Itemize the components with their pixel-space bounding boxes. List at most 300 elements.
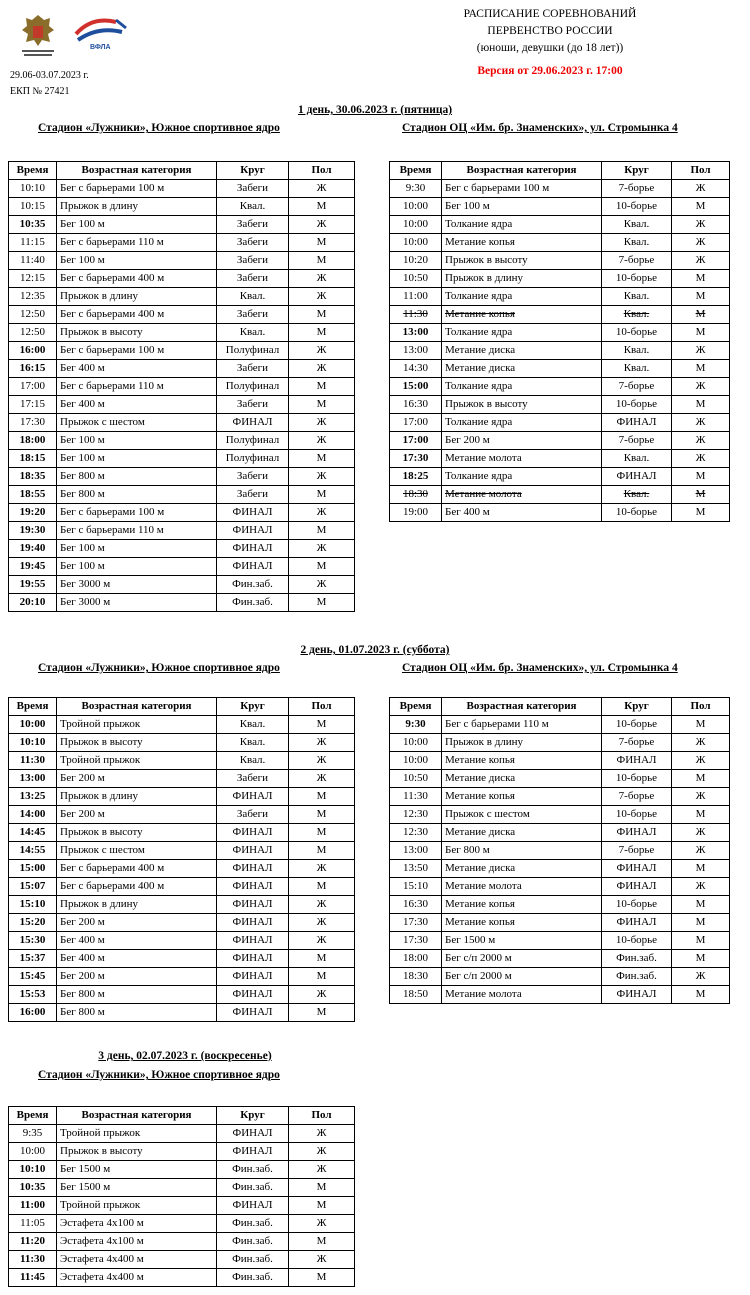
time-cell: 9:30 — [390, 180, 442, 198]
event-cell: Бег с барьерами 100 м — [442, 180, 602, 198]
time-cell: 17:00 — [390, 414, 442, 432]
table-row — [390, 216, 730, 234]
time-cell: 11:30 — [9, 1251, 57, 1269]
event-cell: Прыжок в высоту — [57, 734, 217, 752]
table-row — [390, 932, 730, 950]
sex-cell: Ж — [289, 216, 355, 234]
time-cell: 14:55 — [9, 842, 57, 860]
event-cell: Метание диска — [442, 342, 602, 360]
col-sex-header: Пол — [289, 698, 355, 716]
event-cell: Бег с барьерами 110 м — [57, 234, 217, 252]
sex-cell: Ж — [672, 216, 730, 234]
championship-name: ПЕРВЕНСТВО РОССИИ — [487, 25, 613, 37]
time-cell: 15:00 — [390, 378, 442, 396]
table-row — [9, 288, 355, 306]
round-cell: 10-борье — [602, 198, 672, 216]
round-cell: Квал. — [602, 486, 672, 504]
event-cell: Толкание ядра — [442, 414, 602, 432]
table-row — [390, 788, 730, 806]
round-cell: ФИНАЛ — [602, 878, 672, 896]
time-cell: 11:00 — [390, 288, 442, 306]
round-cell: Фин.заб. — [217, 1215, 289, 1233]
round-cell: Полуфинал — [217, 378, 289, 396]
table-row — [390, 288, 730, 306]
day2-venue-right: Стадион ОЦ «Им. бр. Знаменских», ул. Стромынка 4 — [402, 662, 678, 674]
sex-cell: Ж — [672, 752, 730, 770]
table-row — [390, 450, 730, 468]
time-cell: 17:30 — [9, 414, 57, 432]
table-row — [9, 306, 355, 324]
sex-cell: М — [672, 324, 730, 342]
round-cell: Фин.заб. — [217, 576, 289, 594]
time-cell: 10:00 — [9, 716, 57, 734]
round-cell: ФИНАЛ — [217, 986, 289, 1004]
table-row — [9, 432, 355, 450]
time-cell: 19:55 — [9, 576, 57, 594]
sex-cell: М — [289, 1269, 355, 1287]
event-cell: Метание диска — [442, 360, 602, 378]
sex-cell: М — [289, 968, 355, 986]
round-cell: Фин.заб. — [602, 950, 672, 968]
sex-cell: М — [672, 986, 730, 1004]
round-cell: Забеги — [217, 396, 289, 414]
time-cell: 11:40 — [9, 252, 57, 270]
round-cell: Квал. — [602, 216, 672, 234]
event-cell: Толкание ядра — [442, 324, 602, 342]
table-row — [390, 878, 730, 896]
round-cell: ФИНАЛ — [602, 860, 672, 878]
sex-cell: М — [672, 396, 730, 414]
round-cell: Квал. — [217, 716, 289, 734]
table-row — [9, 932, 355, 950]
table-header-row — [9, 698, 355, 716]
sex-cell: Ж — [289, 468, 355, 486]
event-cell: Бег 100 м — [57, 216, 217, 234]
round-cell: 10-борье — [602, 716, 672, 734]
event-cell: Эстафета 4х100 м — [57, 1233, 217, 1251]
col-sex-header: Пол — [672, 162, 730, 180]
time-cell: 16:00 — [9, 1004, 57, 1022]
table-row — [9, 576, 355, 594]
round-cell: ФИНАЛ — [602, 752, 672, 770]
round-cell: Квал. — [217, 752, 289, 770]
col-time-header: Время — [390, 698, 442, 716]
time-cell: 9:30 — [390, 716, 442, 734]
sex-cell: М — [289, 252, 355, 270]
event-cell: Метание диска — [442, 860, 602, 878]
day2-luzhniki-table — [8, 697, 355, 1022]
table-row — [9, 896, 355, 914]
time-cell: 10:50 — [390, 770, 442, 788]
round-cell: Фин.заб. — [217, 1251, 289, 1269]
sex-cell: Ж — [289, 896, 355, 914]
sex-cell: М — [289, 878, 355, 896]
table-row — [390, 180, 730, 198]
time-cell: 19:20 — [9, 504, 57, 522]
event-cell: Метание копья — [442, 896, 602, 914]
time-cell: 12:35 — [9, 288, 57, 306]
sex-cell: Ж — [289, 414, 355, 432]
sex-cell: М — [672, 360, 730, 378]
table-row — [390, 198, 730, 216]
round-cell: ФИНАЛ — [217, 896, 289, 914]
table-row — [390, 468, 730, 486]
sex-cell: Ж — [289, 540, 355, 558]
time-cell: 15:10 — [390, 878, 442, 896]
round-cell: Забеги — [217, 180, 289, 198]
day2-title: 2 день, 01.07.2023 г. (суббота) — [300, 644, 450, 656]
event-cell: Толкание ядра — [442, 216, 602, 234]
event-cell: Бег 200 м — [57, 806, 217, 824]
time-cell: 11:20 — [9, 1233, 57, 1251]
round-cell: ФИНАЛ — [217, 788, 289, 806]
event-cell: Бег с барьерами 110 м — [57, 378, 217, 396]
event-cell: Прыжок в высоту — [57, 824, 217, 842]
table-row — [9, 1233, 355, 1251]
sex-cell: М — [672, 306, 730, 324]
table-row — [9, 1161, 355, 1179]
day1-venue-left: Стадион «Лужники», Южное спортивное ядро — [38, 122, 280, 134]
event-cell: Бег с барьерами 400 м — [57, 878, 217, 896]
col-category-header: Возрастная категория — [442, 162, 602, 180]
event-cell: Прыжок в длину — [442, 734, 602, 752]
round-cell: Забеги — [217, 216, 289, 234]
table-row — [9, 594, 355, 612]
table-row — [9, 734, 355, 752]
time-cell: 16:30 — [390, 896, 442, 914]
time-cell: 10:00 — [390, 216, 442, 234]
table-row — [9, 968, 355, 986]
col-sex-header: Пол — [289, 162, 355, 180]
day3-venue-left: Стадион «Лужники», Южное спортивное ядро — [38, 1069, 280, 1081]
event-cell: Прыжок в длину — [57, 288, 217, 306]
table-row — [9, 716, 355, 734]
time-cell: 18:55 — [9, 486, 57, 504]
table-row — [9, 360, 355, 378]
sex-cell: Ж — [672, 450, 730, 468]
table-row — [9, 1251, 355, 1269]
round-cell: ФИНАЛ — [217, 558, 289, 576]
sex-cell: Ж — [289, 288, 355, 306]
time-cell: 12:50 — [9, 324, 57, 342]
col-time-header: Время — [9, 162, 57, 180]
event-cell: Метание диска — [442, 770, 602, 788]
time-cell: 18:00 — [390, 950, 442, 968]
event-cell: Бег 100 м — [57, 252, 217, 270]
day2-venue-left: Стадион «Лужники», Южное спортивное ядро — [38, 662, 280, 674]
sex-cell: Ж — [289, 1215, 355, 1233]
time-cell: 15:53 — [9, 986, 57, 1004]
time-cell: 14:30 — [390, 360, 442, 378]
table-row — [9, 806, 355, 824]
sex-cell: Ж — [289, 734, 355, 752]
day1-luzhniki-table — [8, 161, 355, 612]
event-cell: Тройной прыжок — [57, 1125, 217, 1143]
event-cell: Бег 3000 м — [57, 576, 217, 594]
time-cell: 10:00 — [390, 734, 442, 752]
event-cell: Бег 200 м — [57, 914, 217, 932]
round-cell: Фин.заб. — [217, 1269, 289, 1287]
event-cell: Прыжок с шестом — [57, 414, 217, 432]
table-row — [9, 252, 355, 270]
time-cell: 15:10 — [9, 896, 57, 914]
event-cell: Бег с барьерами 110 м — [442, 716, 602, 734]
col-round-header: Круг — [217, 1107, 289, 1125]
event-cell: Прыжок в высоту — [442, 252, 602, 270]
time-cell: 10:15 — [9, 198, 57, 216]
time-cell: 13:50 — [390, 860, 442, 878]
sex-cell: Ж — [289, 1143, 355, 1161]
round-cell: 7-борье — [602, 788, 672, 806]
time-cell: 13:00 — [390, 324, 442, 342]
event-cell: Эстафета 4х400 м — [57, 1251, 217, 1269]
sex-cell: М — [672, 860, 730, 878]
sex-cell: М — [672, 770, 730, 788]
sex-cell: М — [289, 1233, 355, 1251]
event-cell: Бег с барьерами 100 м — [57, 504, 217, 522]
round-cell: 10-борье — [602, 932, 672, 950]
event-cell: Бег 1500 м — [57, 1161, 217, 1179]
event-cell: Прыжок с шестом — [442, 806, 602, 824]
round-cell: Фин.заб. — [217, 1233, 289, 1251]
table-row — [390, 950, 730, 968]
table-row — [390, 324, 730, 342]
sex-cell: Ж — [289, 1161, 355, 1179]
sex-cell: М — [289, 306, 355, 324]
round-cell: ФИНАЛ — [217, 878, 289, 896]
table-row — [9, 558, 355, 576]
sex-cell: М — [289, 324, 355, 342]
sex-cell: М — [672, 288, 730, 306]
time-cell: 12:30 — [390, 806, 442, 824]
round-cell: Квал. — [602, 342, 672, 360]
time-cell: 15:30 — [9, 932, 57, 950]
sex-cell: Ж — [672, 788, 730, 806]
table-row — [9, 1143, 355, 1161]
sex-cell: М — [289, 558, 355, 576]
round-cell: ФИНАЛ — [217, 1125, 289, 1143]
round-cell: 10-борье — [602, 324, 672, 342]
table-row — [390, 252, 730, 270]
event-cell: Бег с барьерами 400 м — [57, 306, 217, 324]
time-cell: 12:15 — [9, 270, 57, 288]
logo-label: ВФЛА — [90, 44, 111, 51]
table-row — [9, 396, 355, 414]
sex-cell: М — [672, 198, 730, 216]
round-cell: 7-борье — [602, 734, 672, 752]
sex-cell: М — [289, 1197, 355, 1215]
table-row — [9, 914, 355, 932]
table-row — [390, 504, 730, 522]
round-cell: Фин.заб. — [217, 594, 289, 612]
time-cell: 12:50 — [9, 306, 57, 324]
day2-znamensky-table — [389, 697, 730, 1004]
table-row — [390, 414, 730, 432]
event-cell: Бег 1500 м — [442, 932, 602, 950]
event-cell: Бег 400 м — [57, 360, 217, 378]
sex-cell: Ж — [672, 432, 730, 450]
sex-cell: М — [672, 914, 730, 932]
round-cell: 10-борье — [602, 504, 672, 522]
table-row — [9, 198, 355, 216]
table-row — [390, 842, 730, 860]
table-row — [9, 1269, 355, 1287]
sex-cell: Ж — [672, 252, 730, 270]
round-cell: Квал. — [602, 234, 672, 252]
event-cell: Метание диска — [442, 824, 602, 842]
table-row — [9, 878, 355, 896]
col-time-header: Время — [9, 698, 57, 716]
event-cell: Толкание ядра — [442, 468, 602, 486]
sex-cell: Ж — [289, 576, 355, 594]
time-cell: 11:30 — [390, 788, 442, 806]
table-row — [390, 432, 730, 450]
sex-cell: Ж — [289, 270, 355, 288]
table-row — [390, 752, 730, 770]
col-category-header: Возрастная категория — [442, 698, 602, 716]
col-category-header: Возрастная категория — [57, 162, 217, 180]
time-cell: 10:50 — [390, 270, 442, 288]
sex-cell: Ж — [289, 932, 355, 950]
time-cell: 14:45 — [9, 824, 57, 842]
event-cell: Бег с барьерами 110 м — [57, 522, 217, 540]
vfla-logo-icon — [72, 14, 134, 54]
round-cell: ФИНАЛ — [602, 468, 672, 486]
time-cell: 10:00 — [390, 198, 442, 216]
event-cell: Бег 800 м — [57, 486, 217, 504]
event-cell: Бег 200 м — [57, 770, 217, 788]
event-cell: Бег 400 м — [442, 504, 602, 522]
sex-cell: Ж — [289, 504, 355, 522]
sex-cell: Ж — [672, 968, 730, 986]
sex-cell: М — [672, 504, 730, 522]
event-cell: Бег 100 м — [442, 198, 602, 216]
event-cell: Метание молота — [442, 986, 602, 1004]
time-cell: 18:35 — [9, 468, 57, 486]
time-cell: 16:15 — [9, 360, 57, 378]
round-cell: Квал. — [217, 198, 289, 216]
event-cell: Толкание ядра — [442, 378, 602, 396]
table-row — [9, 824, 355, 842]
table-row — [390, 234, 730, 252]
event-cell: Прыжок в высоту — [442, 396, 602, 414]
time-cell: 13:25 — [9, 788, 57, 806]
round-cell: Квал. — [602, 306, 672, 324]
table-row — [9, 450, 355, 468]
table-row — [390, 968, 730, 986]
time-cell: 19:00 — [390, 504, 442, 522]
event-cell: Метание копья — [442, 788, 602, 806]
round-cell: ФИНАЛ — [217, 540, 289, 558]
sex-cell: Ж — [672, 342, 730, 360]
event-cell: Эстафета 4х100 м — [57, 1215, 217, 1233]
event-cell: Бег 1500 м — [57, 1179, 217, 1197]
version-stamp: Версия от 29.06.2023 г. 17:00 — [477, 65, 623, 77]
time-cell: 15:37 — [9, 950, 57, 968]
table-row — [390, 306, 730, 324]
sex-cell: Ж — [672, 824, 730, 842]
round-cell: ФИНАЛ — [217, 932, 289, 950]
sex-cell: М — [672, 716, 730, 734]
sex-cell: М — [289, 234, 355, 252]
sex-cell: М — [289, 806, 355, 824]
table-row — [390, 716, 730, 734]
table-row — [9, 468, 355, 486]
table-row — [390, 824, 730, 842]
event-cell: Прыжок в высоту — [57, 324, 217, 342]
table-row — [390, 914, 730, 932]
time-cell: 16:30 — [390, 396, 442, 414]
event-cell: Метание молота — [442, 450, 602, 468]
round-cell: ФИНАЛ — [602, 824, 672, 842]
round-cell: Забеги — [217, 306, 289, 324]
sex-cell: М — [672, 950, 730, 968]
event-cell: Бег 400 м — [57, 950, 217, 968]
time-cell: 9:35 — [9, 1125, 57, 1143]
day3-title: 3 день, 02.07.2023 г. (воскресенье) — [98, 1050, 272, 1062]
time-cell: 18:30 — [390, 968, 442, 986]
table-row — [9, 986, 355, 1004]
col-sex-header: Пол — [289, 1107, 355, 1125]
round-cell: ФИНАЛ — [217, 914, 289, 932]
round-cell: Полуфинал — [217, 432, 289, 450]
table-row — [9, 486, 355, 504]
sex-cell: Ж — [289, 1125, 355, 1143]
event-cell: Прыжок с шестом — [57, 842, 217, 860]
time-cell: 13:00 — [390, 842, 442, 860]
col-time-header: Время — [390, 162, 442, 180]
time-cell: 17:00 — [390, 432, 442, 450]
time-cell: 11:45 — [9, 1269, 57, 1287]
table-row — [9, 788, 355, 806]
sex-cell: Ж — [289, 360, 355, 378]
time-cell: 19:45 — [9, 558, 57, 576]
event-cell: Метание копья — [442, 306, 602, 324]
round-cell: ФИНАЛ — [217, 968, 289, 986]
round-cell: Полуфинал — [217, 450, 289, 468]
round-cell: ФИНАЛ — [217, 860, 289, 878]
round-cell: Забеги — [217, 486, 289, 504]
sex-cell: М — [289, 1179, 355, 1197]
time-cell: 19:30 — [9, 522, 57, 540]
round-cell: Квал. — [217, 324, 289, 342]
time-cell: 18:30 — [390, 486, 442, 504]
sex-cell: Ж — [289, 432, 355, 450]
time-cell: 18:15 — [9, 450, 57, 468]
sex-cell: М — [289, 950, 355, 968]
sex-cell: М — [289, 450, 355, 468]
round-cell: ФИНАЛ — [217, 842, 289, 860]
table-row — [9, 270, 355, 288]
table-row — [390, 806, 730, 824]
table-row — [390, 396, 730, 414]
sex-cell: М — [672, 468, 730, 486]
col-round-header: Круг — [217, 698, 289, 716]
event-cell: Бег 800 м — [442, 842, 602, 860]
day1-title: 1 день, 30.06.2023 г. (пятница) — [297, 104, 453, 116]
table-row — [390, 770, 730, 788]
event-cell: Бег с барьерами 400 м — [57, 270, 217, 288]
table-row — [9, 504, 355, 522]
event-cell: Бег с/п 2000 м — [442, 968, 602, 986]
time-cell: 14:00 — [9, 806, 57, 824]
time-cell: 11:15 — [9, 234, 57, 252]
table-row — [9, 1004, 355, 1022]
event-cell: Бег 400 м — [57, 932, 217, 950]
time-cell: 15:00 — [9, 860, 57, 878]
sex-cell: М — [289, 824, 355, 842]
time-cell: 13:00 — [390, 342, 442, 360]
